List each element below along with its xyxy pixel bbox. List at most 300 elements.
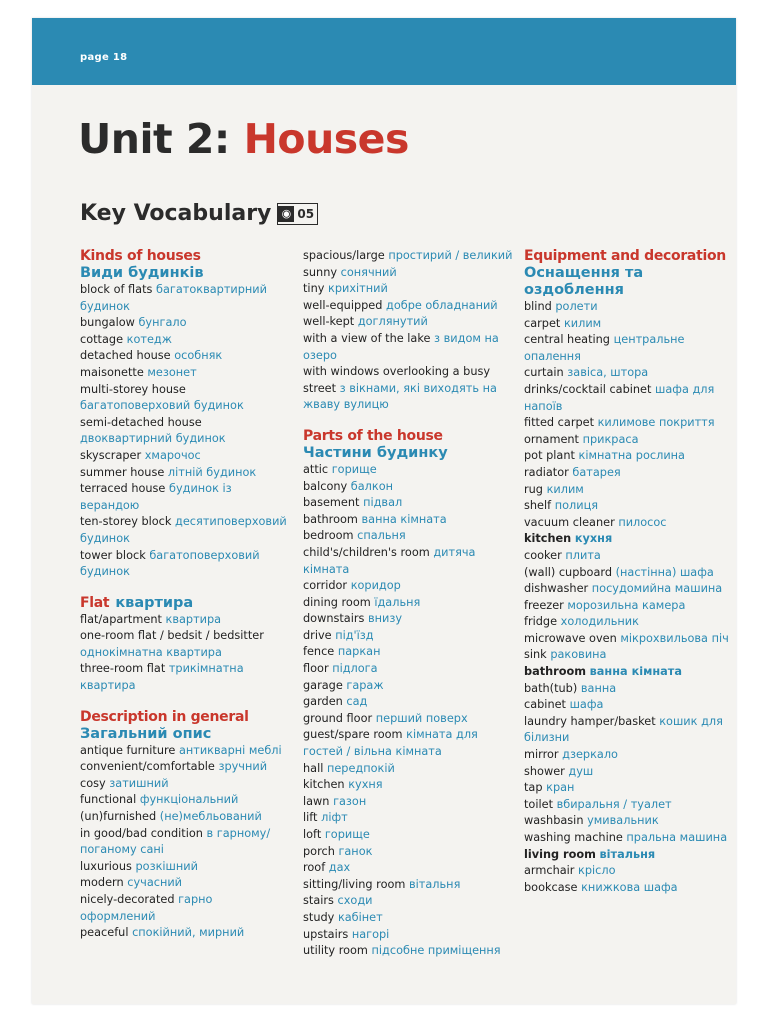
vocab-term-en: bungalow	[80, 316, 135, 330]
vocab-term-ua: двоквартирний будинок	[80, 432, 226, 446]
vocab-entry	[524, 365, 734, 382]
vocab-term-en: downstairs	[303, 612, 365, 626]
vocab-term-en: bath(tub)	[524, 681, 578, 695]
vocab-entry	[524, 880, 734, 897]
vocab-term-en: skyscraper	[80, 448, 142, 462]
vocab-section	[303, 428, 518, 960]
vocab-entry	[524, 780, 734, 797]
vocab-term-ua: літній будинок	[167, 465, 257, 479]
vocab-term-en: cooker	[524, 548, 562, 562]
vocab-term-ua: завіса, штора	[567, 366, 649, 380]
vocab-entry	[80, 859, 290, 876]
vocab-term-en: semi-detached house	[80, 415, 202, 429]
vocab-term-ua: функціональний	[139, 793, 239, 807]
vocab-entry	[80, 332, 290, 349]
vocab-entry	[524, 764, 734, 781]
vocab-term-en: (un)furnished	[80, 810, 157, 824]
vocab-entry	[303, 512, 518, 529]
vocab-term-en: vacuum cleaner	[524, 515, 615, 529]
vocab-term-en: curtain	[524, 366, 564, 380]
vocab-term-ua: морозильна камера	[567, 598, 686, 612]
vocab-entry	[303, 844, 518, 861]
vocab-entry	[303, 331, 518, 364]
vocab-term-ua: горище	[324, 828, 370, 841]
vocab-term-ua: спальня	[357, 529, 406, 543]
vocab-term-en: lawn	[303, 794, 330, 808]
vocab-entry	[303, 877, 518, 894]
vocab-term-ua: перший поверх	[375, 711, 468, 725]
vocab-entry	[80, 382, 290, 415]
vocab-column-1	[80, 248, 290, 956]
vocab-term-ua: ванна кімната	[361, 512, 447, 526]
vocab-entry	[303, 827, 518, 844]
vocab-term-en: peaceful	[80, 926, 129, 940]
vocab-entry	[80, 514, 290, 547]
vocab-term-ua: антикварні меблі	[178, 743, 282, 757]
vocab-term-ua: холодильник	[560, 615, 639, 629]
vocab-term-en: guest/spare room	[303, 728, 403, 742]
vocab-entry	[303, 644, 518, 661]
vocab-entry	[80, 875, 290, 892]
vocab-entry	[524, 714, 734, 747]
vocab-term-ua: кабінет	[337, 910, 383, 924]
unit-title-topic: Houses	[243, 115, 409, 163]
vocab-term-ua: з вікнами, які виходять на жваву вулицю	[303, 381, 497, 412]
vocab-entry	[80, 365, 290, 382]
vocab-term-ua: багатоповерховий будинок	[80, 548, 260, 579]
vocab-section	[80, 595, 290, 695]
vocab-term-ua: трикімнатна квартира	[80, 662, 244, 693]
vocab-entry	[303, 281, 518, 298]
vocab-term-ua: кошик для білизни	[524, 714, 723, 745]
vocab-entry	[80, 628, 290, 661]
vocab-entry	[80, 612, 290, 629]
vocab-entry	[303, 364, 518, 414]
vocab-term-ua: шафа	[569, 698, 604, 712]
vocab-entry	[524, 332, 734, 365]
section-heading-en: Description in general	[80, 708, 249, 725]
unit-title	[78, 115, 409, 163]
vocab-term-en: luxurious	[80, 859, 132, 873]
vocab-entry	[80, 826, 290, 859]
vocab-entry	[80, 282, 290, 315]
vocab-term-ua: душ	[568, 764, 594, 778]
vocab-term-ua: хмарочос	[144, 448, 201, 462]
vocab-entry	[524, 697, 734, 714]
vocab-term-en: ten-storey block	[80, 515, 172, 529]
section-heading-ua: Оснащення та оздоблення	[524, 265, 644, 298]
vocab-term-ua: спокійний, мирний	[132, 926, 245, 940]
vocab-term-ua: передпокій	[326, 761, 395, 775]
vocab-entry	[303, 694, 518, 711]
vocab-term-ua: котедж	[126, 332, 172, 346]
vocab-term-ua: сходи	[337, 894, 373, 908]
vocab-entry	[524, 465, 734, 482]
vocab-term-ua: (не)мебльований	[159, 810, 262, 824]
vocab-term-ua: десятиповерховий будинок	[80, 515, 287, 545]
vocab-entry	[303, 678, 518, 695]
vocab-term-en: basement	[303, 496, 360, 510]
vocab-entry	[524, 847, 734, 864]
vocab-term-ua: посудомийна машина	[591, 582, 723, 596]
vocab-term-en: flat/apartment	[80, 612, 162, 626]
vocab-entry	[303, 595, 518, 612]
vocab-term-ua: нагорі	[351, 927, 390, 941]
vocab-term-en: fitted carpet	[524, 416, 595, 430]
vocab-term-en: three-room flat	[80, 662, 166, 676]
vocab-entry	[524, 747, 734, 764]
vocab-entry	[524, 316, 734, 333]
vocab-term-en: armchair	[524, 864, 575, 878]
vocab-term-en: block of flats	[80, 283, 153, 296]
vocab-term-en: kitchen	[524, 532, 572, 546]
vocab-term-ua: горище	[331, 462, 377, 476]
vocab-term-en: sitting/living room	[303, 877, 406, 891]
vocab-entry	[524, 631, 734, 648]
vocab-entry	[80, 776, 290, 793]
vocab-term-en: tap	[524, 781, 543, 795]
vocab-term-ua: дах	[328, 861, 351, 875]
vocab-entry	[80, 809, 290, 826]
vocab-term-ua: кухня	[574, 532, 613, 546]
vocab-entry	[80, 892, 290, 925]
vocab-term-en: toilet	[524, 797, 553, 811]
vocab-term-ua: шафа для напоїв	[524, 382, 715, 413]
vocab-term-en: cosy	[80, 776, 106, 790]
audio-track-badge	[277, 203, 318, 225]
vocab-entry	[303, 943, 518, 960]
vocab-entry	[524, 681, 734, 698]
vocab-term-ua: крихітний	[328, 282, 388, 296]
vocab-term-ua: мікрохвильова піч	[620, 631, 729, 645]
section-heading-ua: квартира	[115, 594, 194, 611]
vocab-term-en: maisonette	[80, 365, 144, 379]
vocab-term-ua: в гарному/ поганому сані	[80, 826, 271, 857]
section-heading-ua: Частини будинку	[303, 444, 448, 461]
vocab-term-ua: ванна кімната	[589, 665, 682, 679]
vocab-entry	[303, 462, 518, 479]
vocab-term-ua: дзеркало	[562, 748, 618, 762]
vocab-term-en: washbasin	[524, 814, 584, 828]
vocab-term-en: floor	[303, 662, 329, 676]
vocab-entry	[303, 761, 518, 778]
vocab-entry	[303, 479, 518, 496]
vocab-term-en: bedroom	[303, 529, 354, 543]
vocab-term-ua: сучасний	[127, 876, 183, 890]
vocab-entry	[80, 348, 290, 365]
vocab-term-ua: ролети	[555, 300, 598, 313]
vocab-term-ua: килимове покриття	[597, 416, 715, 430]
section-heading	[524, 248, 734, 299]
vocab-term-ua: пральна машина	[626, 831, 728, 844]
vocab-term-en: cabinet	[524, 698, 566, 712]
vocab-term-en: mirror	[524, 748, 559, 762]
section-heading	[80, 248, 290, 282]
vocab-term-en: detached house	[80, 349, 171, 363]
vocab-term-ua: багатоквартирний будинок	[80, 283, 267, 313]
vocab-entry	[80, 415, 290, 448]
vocab-term-ua: гарно оформлений	[80, 893, 213, 923]
vocab-entry	[524, 498, 734, 515]
cd-icon: ◉	[278, 206, 294, 222]
vocab-column-2	[303, 248, 518, 974]
vocab-term-ua: підвал	[363, 496, 403, 510]
vocab-term-ua: вбиральня / туалет	[556, 797, 672, 811]
vocab-entry	[524, 299, 734, 316]
vocab-term-en: cottage	[80, 332, 124, 346]
vocab-term-en: roof	[303, 861, 326, 875]
vocab-term-ua: килим	[546, 482, 584, 496]
vocab-term-ua: газон	[333, 794, 367, 808]
vocab-term-en: tiny	[303, 282, 325, 296]
vocab-term-ua: підлога	[332, 662, 378, 676]
vocab-term-en: spacious/large	[303, 249, 385, 262]
vocab-term-en: modern	[80, 876, 124, 890]
vocab-term-en: stairs	[303, 894, 334, 908]
vocab-term-en: carpet	[524, 316, 561, 330]
vocab-entry	[524, 598, 734, 615]
vocab-term-en: child's/children's room	[303, 545, 430, 559]
vocab-section	[303, 248, 518, 414]
vocab-entry	[524, 531, 734, 548]
vocab-term-ua: балкон	[350, 479, 394, 493]
vocab-term-en: living room	[524, 847, 596, 861]
vocab-entry	[80, 661, 290, 694]
vocab-entry	[524, 581, 734, 598]
vocab-entry	[80, 792, 290, 809]
vocab-entry	[524, 565, 734, 582]
vocab-term-en: bathroom	[524, 665, 587, 679]
vocab-entry	[524, 432, 734, 449]
vocab-entry	[80, 548, 290, 581]
vocab-term-en: dishwasher	[524, 582, 589, 596]
vocab-term-ua: центральне опалення	[524, 333, 685, 363]
vocab-term-en: ornament	[524, 432, 579, 446]
vocab-term-en: central heating	[524, 333, 610, 347]
vocab-term-en: multi-storey house	[80, 382, 186, 396]
vocab-entry	[303, 298, 518, 315]
vocab-term-ua: багатоповерховий будинок	[80, 399, 244, 413]
vocab-term-ua: раковина	[550, 648, 607, 662]
vocab-term-en: summer house	[80, 465, 165, 479]
vocab-term-ua: квартира	[165, 612, 222, 626]
vocab-term-en: garage	[303, 678, 343, 692]
vocab-entry	[303, 495, 518, 512]
vocab-term-en: corridor	[303, 579, 348, 593]
key-vocabulary-label: Key Vocabulary	[80, 201, 272, 226]
vocab-term-ua: кран	[546, 781, 575, 795]
vocab-entry	[303, 777, 518, 794]
section-heading	[303, 428, 518, 462]
vocab-entry	[303, 248, 518, 265]
vocab-term-ua: плита	[565, 548, 601, 562]
vocab-term-en: with a view of the lake	[303, 331, 431, 345]
vocab-term-en: ground floor	[303, 711, 373, 725]
vocab-column-3	[524, 248, 734, 910]
vocab-entry	[80, 925, 290, 942]
vocab-term-ua: доглянутий	[357, 315, 428, 329]
vocab-term-en: attic	[303, 462, 329, 476]
vocab-term-ua: книжкова шафа	[581, 880, 678, 894]
vocab-section	[80, 248, 290, 581]
vocab-term-en: hall	[303, 761, 324, 775]
vocab-entry	[80, 448, 290, 465]
vocab-term-en: utility room	[303, 944, 368, 958]
vocab-term-ua: затишний	[109, 776, 169, 790]
vocab-term-en: sunny	[303, 265, 338, 279]
vocab-term-ua: кухня	[348, 778, 383, 792]
vocab-term-en: fridge	[524, 615, 558, 629]
vocab-term-ua: пилосос	[618, 515, 667, 529]
vocab-term-en: shelf	[524, 499, 552, 513]
vocab-term-ua: сонячний	[340, 265, 397, 279]
vocab-entry	[303, 661, 518, 678]
vocab-term-ua: особняк	[174, 349, 223, 363]
vocab-entry	[524, 664, 734, 681]
vocab-entry	[524, 415, 734, 432]
vocab-term-ua: кімнатна рослина	[578, 449, 685, 463]
vocab-term-en: well-equipped	[303, 298, 383, 312]
vocab-term-ua: килим	[563, 316, 602, 330]
section-heading-en: Flat	[80, 594, 110, 611]
vocab-term-ua: підсобне приміщення	[371, 944, 501, 958]
vocab-term-ua: ліфт	[321, 811, 348, 825]
vocab-entry	[524, 548, 734, 565]
page-number: page 18	[80, 52, 128, 63]
vocab-term-en: in good/bad condition	[80, 826, 203, 840]
vocab-entry	[80, 743, 290, 760]
vocab-entry	[524, 482, 734, 499]
vocab-term-ua: будинок із верандою	[80, 482, 232, 512]
vocab-term-en: pot plant	[524, 449, 575, 463]
section-heading-en: Parts of the house	[303, 427, 443, 444]
vocab-term-en: shower	[524, 764, 565, 778]
vocab-entry	[303, 578, 518, 595]
vocab-entry	[303, 545, 518, 578]
vocab-entry	[303, 860, 518, 877]
vocab-term-ua: прикраса	[582, 432, 639, 446]
vocab-term-ua: їдальня	[374, 595, 421, 609]
vocab-entry	[303, 314, 518, 331]
section-heading-en: Kinds of houses	[80, 248, 201, 264]
audio-track-number: 05	[297, 206, 315, 221]
vocab-term-en: dining room	[303, 595, 371, 609]
vocab-term-en: study	[303, 910, 335, 924]
vocab-entry	[80, 315, 290, 332]
vocab-term-en: bookcase	[524, 880, 578, 894]
vocab-term-en: with windows overlooking a busy street	[303, 365, 491, 395]
vocab-entry	[303, 727, 518, 760]
unit-title-prefix: Unit 2:	[78, 115, 244, 163]
vocab-entry	[303, 611, 518, 628]
vocab-term-en: (wall) cupboard	[524, 565, 613, 579]
vocab-entry	[524, 863, 734, 880]
vocab-entry	[80, 465, 290, 482]
vocab-term-ua: розкішний	[135, 859, 198, 873]
vocab-term-en: convenient/comfortable	[80, 760, 215, 774]
vocab-term-ua: ванна	[580, 681, 617, 695]
vocab-term-ua: однокімнатна квартира	[80, 645, 222, 659]
key-vocabulary-heading	[80, 201, 318, 226]
vocab-term-en: porch	[303, 844, 335, 858]
vocab-term-en: lift	[303, 811, 318, 825]
vocab-term-ua: вітальня	[409, 877, 461, 891]
vocab-entry	[303, 910, 518, 927]
vocab-entry	[80, 759, 290, 776]
vocab-term-ua: сад	[346, 695, 368, 709]
header-banner	[32, 18, 736, 85]
vocab-entry	[524, 647, 734, 664]
vocab-term-en: rug	[524, 482, 543, 496]
vocab-term-ua: ганок	[338, 844, 373, 858]
vocab-term-ua: вітальня	[599, 847, 656, 861]
vocab-entry	[524, 382, 734, 415]
vocab-term-ua: коридор	[350, 579, 401, 593]
vocab-term-en: sink	[524, 648, 547, 662]
vocab-entry	[303, 927, 518, 944]
vocab-term-ua: крісло	[578, 864, 616, 878]
vocab-term-ua: зручний	[218, 760, 268, 774]
vocab-entry	[80, 481, 290, 514]
vocab-term-en: drive	[303, 628, 332, 642]
vocab-term-ua: гараж	[346, 678, 384, 692]
vocab-term-en: fence	[303, 645, 335, 659]
section-heading-ua: Загальний опис	[80, 725, 212, 742]
vocab-term-en: antique furniture	[80, 743, 176, 757]
section-heading	[80, 709, 290, 743]
vocab-term-ua: дитяча кімната	[303, 545, 476, 576]
section-heading	[80, 595, 290, 612]
vocab-section	[80, 709, 290, 942]
vocab-entry	[524, 614, 734, 631]
textbook-page	[32, 18, 736, 1004]
vocab-entry	[303, 711, 518, 728]
vocab-term-en: functional	[80, 793, 137, 807]
vocab-term-ua: кімната для гостей / вільна кімната	[303, 728, 478, 759]
vocab-term-en: washing machine	[524, 831, 623, 844]
vocab-term-ua: (настінна) шафа	[615, 565, 714, 579]
vocab-term-ua: простирий / великий	[388, 249, 513, 262]
vocab-term-ua: добре обладнаний	[386, 298, 498, 312]
vocab-term-en: balcony	[303, 479, 348, 493]
vocab-term-ua: внизу	[367, 612, 403, 626]
vocab-section	[524, 248, 734, 896]
vocab-term-en: tower block	[80, 548, 146, 562]
vocab-term-en: bathroom	[303, 512, 358, 526]
vocab-entry	[303, 794, 518, 811]
vocab-term-en: well-kept	[303, 315, 355, 329]
vocab-term-ua: батарея	[572, 465, 621, 479]
vocab-entry	[303, 810, 518, 827]
vocab-term-ua: мезонет	[147, 365, 197, 379]
vocab-term-ua: паркан	[337, 645, 381, 659]
vocab-term-en: kitchen	[303, 778, 345, 792]
vocab-term-ua: умивальник	[587, 814, 659, 828]
vocab-term-en: one-room flat / bedsit / bedsitter	[80, 629, 264, 643]
vocab-term-en: microwave oven	[524, 631, 617, 645]
vocab-entry	[524, 515, 734, 532]
vocab-entry	[524, 797, 734, 814]
section-heading-ua: Види будинків	[80, 265, 204, 281]
vocab-term-en: loft	[303, 828, 322, 841]
vocab-entry	[524, 448, 734, 465]
vocab-entry	[303, 628, 518, 645]
vocab-term-en: laundry hamper/basket	[524, 714, 656, 728]
vocab-term-ua: полиця	[554, 499, 599, 513]
vocab-entry	[524, 830, 734, 847]
vocab-term-ua: бунгало	[138, 316, 187, 330]
vocab-term-en: upstairs	[303, 927, 349, 941]
